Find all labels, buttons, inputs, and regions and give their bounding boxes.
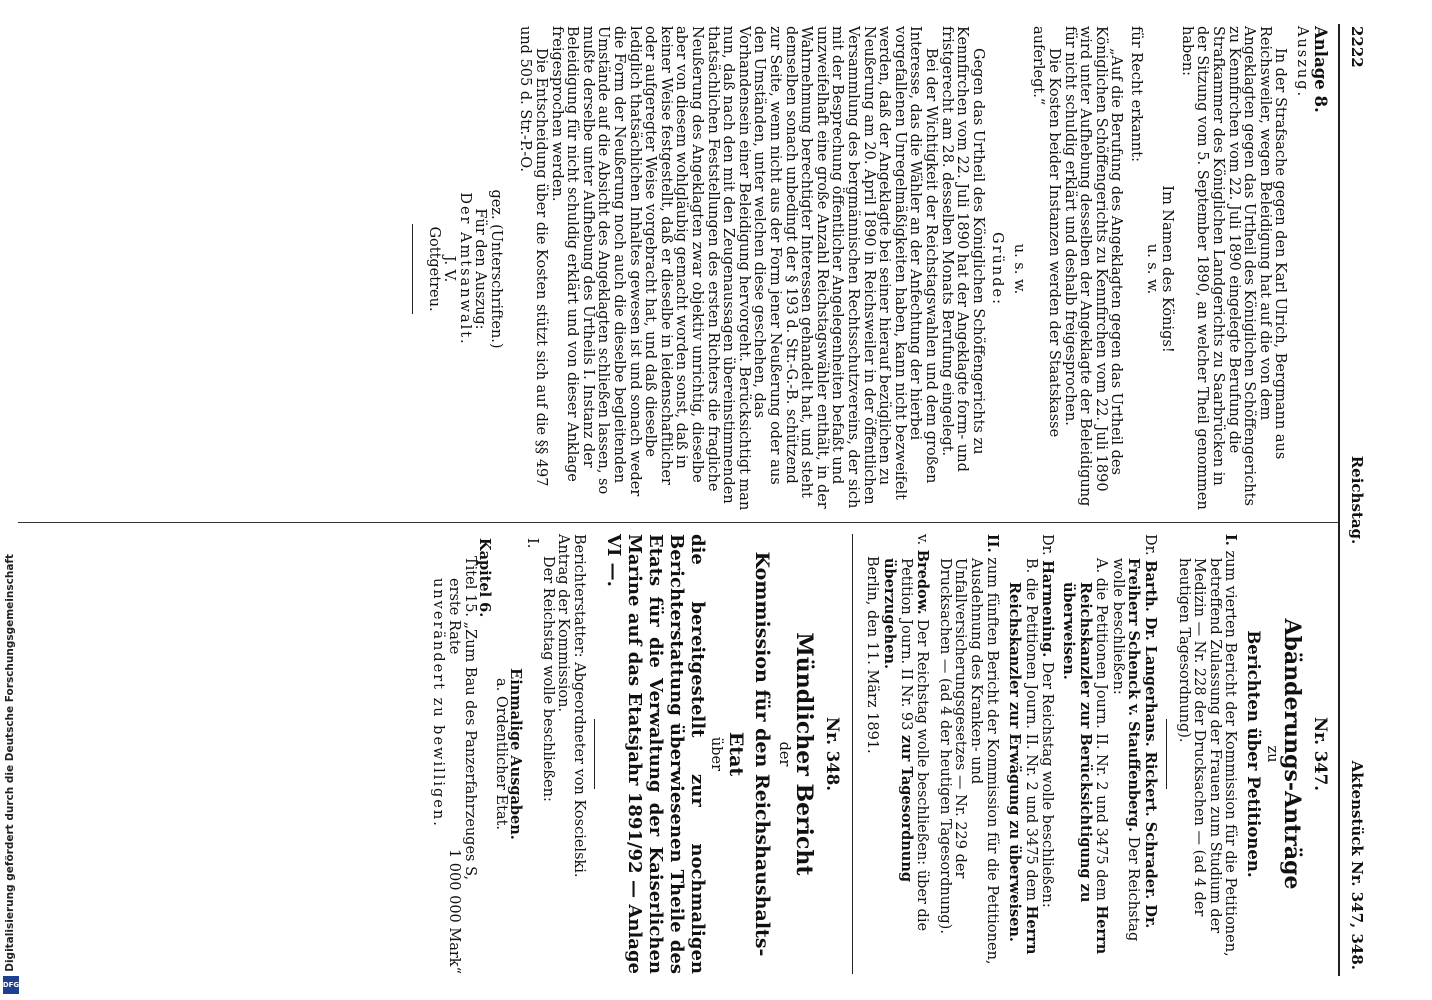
case-paragraph: In der Strafsache gegen den Karl Ulrich, Bergmann aus Reichsweiler, wegen Beleidigung hat auf die von dem Angeklagten gegen das Urtheil des Königlichen Schöffengerichts zu Kennfirchen vom 22. Juli 1890 eingelegte Berufung die Strafkammer des Königlichen Landgerichts zu Saarbrücken in der Sitzung vom 5. September 1890, an welcher Theil genommen haben: [1178,26,1289,510]
right-column [430,534,1330,974]
item-i [1175,534,1238,974]
section-a: a. Ordentlicher Etat. [492,677,509,831]
publication-name: Reichstag. [1348,455,1366,545]
section-rule [852,534,853,974]
motion-a [1059,534,1109,974]
motion-2-name: Harmening. [1039,560,1057,658]
reporter-line: Berichterstatter: Abgeordneter von Koscielski. [570,534,587,878]
reason-paragraph-2: Bei der Wichtigkeit der Reichstagswahlen und dem großen Interesse, das die Wähler an der Anfechtung der hierbei vorgefallenen Unregelmäßigkeiten haben, kann nicht bezweifelt werden, daß der Angeklagte bei seiner hierauf bezüglichen zu Neußerung am 20. April 1890 in Reichsweiler in der öffentlichen Versammlung des bergmännischen Rechtsschutzvereins, der sich mit der Besprechung öffentlicher Angelegenheiten befaßt und unzweifelhaft eine große Anzahl Reichstagswähler enthält, in der Wahrnehmung berechtigter Interessen gehandelt hat, und steht demselben sonach unbedingt der § 193 d. Str.-G.-B. schützend zur Seite, wenn nicht aus der Form jener Neußerung oder aus den Umständen, unter welchen diese geschehen, das Vorhandensein einer Beleidigung hervorgeht. Berücksichtigt man nun, daß nach den mit den Zeugenaussagen übereinstimmenden thatsächlichen Feststellungen des ersten Richters die fragliche Neußerung des Angeklagten zwar objektiv unrichtig, dieselbe aber von diesem wohlgläubig gemacht worden sonst, daß in keiner Weise festgestellt, daß er dieselbe in leidenschaftlicher oder aufgeregter Weise vorgebracht hat, und daß dieselbe lediglich thatsächlichen Inhaltes gewesen ist und sonach weder die Form der Neußerung noch auch die dieselbe begleitenden Umstände auf die Absicht des Angeklagten schließen lassen, so mußte derselbe unter Aufhebung des Urtheils I. Instanz der Beleidigung für nicht schuldig erklärt und von dieser Anklage freigesprochen werden. [548,26,939,511]
usw-2: u. s. w. [1010,243,1027,295]
separator-rule [1166,719,1167,789]
signer-name: Gottgetreu. [425,226,442,312]
item-i-num: I. [1222,534,1240,546]
commission-motion: Antrag der Kommission. [555,534,572,713]
motion-3-name: Bredow. [914,549,932,615]
closing-rule [412,224,413,314]
motion-a-bold: Herrn Reichskanzler zur Berücksichtigung zu überweisen. [1060,582,1111,955]
reason-paragraph-3: Die Entscheidung über die Kosten stützt sich auf die §§ 497 und 505 d. Str.-P.-O. [517,26,550,487]
column-divider [18,522,1338,523]
rights-line: für Recht erkannt: [1128,26,1145,162]
rate-value: 1 000 000 Mark“ [446,848,462,974]
nr-347: Nr. 347. [1311,717,1330,791]
section-title: Einmalige Ausgaben. [507,668,525,840]
motion-b-text: B. die Petitionen Journ. II. Nr. 2 und 3475 dem [1022,558,1039,902]
reasons-title: Gründe: [989,232,1006,306]
motion-3-bold: zur Tagesordnung überzugehen. [881,558,915,883]
rate-label: erste Rate [446,578,462,655]
motion-3-text: Der Reichstag wolle beschließen: [914,619,931,866]
motion-b [1006,534,1039,974]
commission-title: Kommission für den Reichshaushalts-Etat [725,551,774,957]
resolve-line: Der Reichstag wolle beschließen: [539,556,556,802]
motion-1-dr: Dr. [1142,534,1159,556]
oral-report-title: Mündlicher Bericht [790,632,817,876]
subject-rule [594,719,595,789]
verdict-text: „Auf die Berufung des Angeklagten gegen das Urtheil des Königlichen Schöffengerichts zu Kennfirchen vom 22. Juli 1890 wird unter Aufhebung desselben der Angeklagte der Beleidigung für nicht schuldig erklärt und deshalb freigesprochen. [1061,26,1125,507]
header-rule [1338,24,1340,976]
motion-2-dr: Dr. [1039,534,1056,556]
attorney-title: Der Amtsanwalt. [456,192,473,346]
annex-title: Anlage 8. [1311,26,1330,113]
amendments-title: Abänderungs-Anträge [1279,618,1305,890]
funding-note: Digitalisierung gefördert durch die Deutsche Forschungsgemeinschaft [4,554,16,972]
section-number: I. [523,538,540,549]
usw-1: u. s. w. [1143,243,1160,295]
document-reference: Aktenstück Nr. 347, 348. [1348,760,1366,970]
motion-1-names: Barth. Dr. Langerhans. Rickert. Schrader. Dr. Freiherr Schenck v. Stauffenberg. [1125,558,1160,929]
place-date: Berlin, den 11. März 1891. [863,556,880,754]
item-ii-text: zum fünften Bericht der Kommission für die Petitionen, Ausdehnung des Kranken- und Unfallversicherungsgesetzes — Nr. 229 der Drucksachen — (ad 4 der heutigen Tagesordnung). [936,557,1000,965]
chapter-label: Kapitel 6. [476,538,494,618]
der-label: der [775,741,792,767]
reports-title: Berichten über Petitionen. [1244,630,1264,878]
motion-a-text: A. die Petitionen Journ. II. Nr. 2 und 3475 dem [1093,558,1110,901]
dfg-logo: DFG [3,976,19,994]
rate-row [445,534,461,974]
reason-paragraph-1: Gegen das Urtheil des Königlichen Schöffengerichts zu Kennfirchen vom 22. Juli 1890 hat der Angeklagte form- und fristgerecht am 28. desselben Monats Berufung eingelegt. [938,26,986,472]
costs-text: Die Kosten beider Instanzen werden der Staatskasse auferlegt.“ [1030,26,1063,438]
footer-strip [0,0,22,998]
motion-1-text: Der Reichstag wolle beschließen: [1109,558,1142,942]
title-line: Titel 15. „Zum Bau des Panzerfahrzeuges S, [461,556,478,881]
motion-2-text: Der Reichstag wolle beschließen: [1039,661,1056,908]
zu-label: zu [1264,745,1280,763]
subject-text: die bereitgestellt zur nochmaligen Berichterstattung überwiesenen Theile des Etats für die Verwaltung der Kaiserlichen Marine auf das Etatsjahr 1891/92 — Anlage VI —. [602,534,708,974]
motion-3-text2: über die Petition Journ. II Nr. 93 [897,558,931,932]
motion-3-v: v. [914,534,931,546]
left-column [412,26,1330,512]
name-of-king: Im Namen des Königs! [1159,185,1176,353]
item-i-text: zum vierten Bericht der Kommission für die Petitionen, betreffend Zulassung der Frauen zum Studium der Medizin — Nr. 228 der Drucksachen — (ad 4 der heutigen Tagesordnung). [1175,550,1239,957]
item-ii-num: II. [983,534,1001,553]
motion-2 [1039,534,1056,974]
signed-note: gez. (Unterschriften.) [487,189,504,349]
motion-1 [1109,534,1158,974]
item-ii [936,534,999,974]
for-copy: Für den Auszug: [472,208,489,330]
excerpt-label: Auszug. [1294,26,1310,99]
motion-3 [881,534,931,974]
page-number: 2222 [1348,26,1366,68]
ueber-label: über [708,736,725,772]
motion-b-bold: Herrn Reichskanzler zur Erwägung zu überweisen. [1006,582,1040,955]
nr-348: Nr. 348. [822,717,842,791]
in-lieu: J. V. [441,255,458,283]
unchanged-line: unverändert zu bewilligen. [430,578,447,828]
